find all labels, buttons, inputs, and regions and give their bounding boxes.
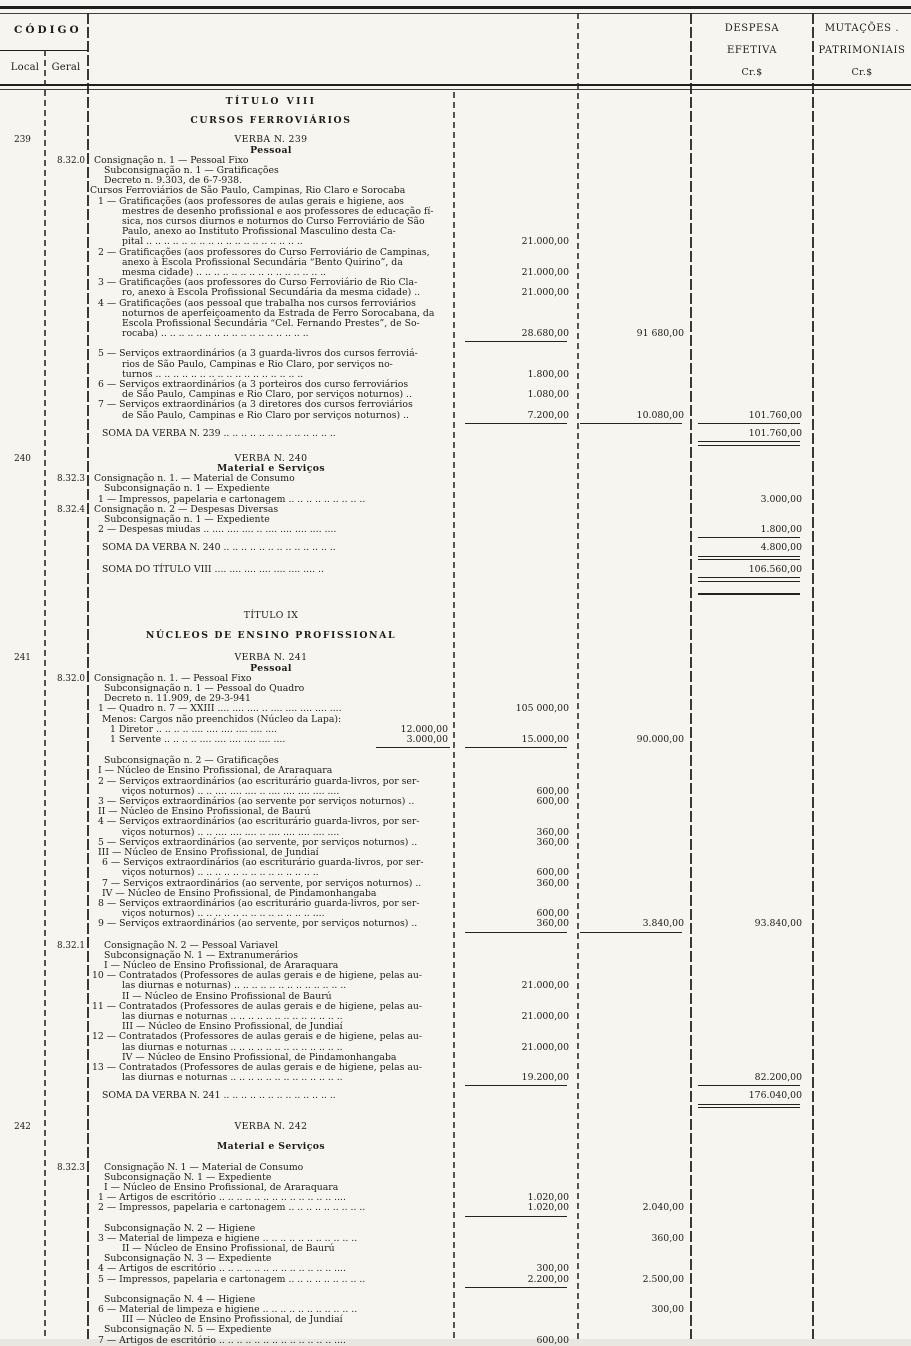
double-sum-rule bbox=[698, 441, 800, 446]
description-text: las diurnas e noturnas .. .. .. .. .. .. .. .. .. .. .. .. .. bbox=[122, 1011, 343, 1023]
description-text: Subconsignação N. 5 — Expediente bbox=[104, 1324, 272, 1336]
table-row bbox=[0, 1142, 911, 1152]
row-amount-detail: 360,00 bbox=[536, 836, 569, 848]
rule-row bbox=[0, 575, 911, 584]
row-amount-detail: 19.200,00 bbox=[521, 1072, 569, 1084]
spacer-row bbox=[0, 597, 911, 611]
row-amount-detail: 1.080,00 bbox=[527, 389, 569, 401]
description-text: Subconsignação n. 1 — Pessoal do Quadro bbox=[104, 682, 305, 694]
sum-rule bbox=[465, 1085, 567, 1086]
row-amount-despesa bbox=[691, 591, 813, 597]
row-amount-despesa bbox=[691, 421, 813, 426]
row-amount-despesa: 93.840,00 bbox=[754, 918, 802, 930]
table-row bbox=[0, 97, 911, 107]
description-text: Consignação N. 1 — Material de Consumo bbox=[104, 1161, 304, 1173]
description-text: noturnos de aperfeiçoamento da Estrada de Ferro Sorocabana, da bbox=[122, 307, 435, 319]
description-text: anexo à Escola Profissional Secundária “Bento Quirino”, da bbox=[122, 256, 403, 268]
spacer-row bbox=[0, 1110, 911, 1122]
row-description bbox=[88, 611, 454, 621]
section-heading: TÍTULO IX bbox=[243, 609, 299, 621]
header-bottom-rule-thick bbox=[0, 84, 911, 86]
description-text: SOMA DO TÍTULO VIII .... .... .... .... .... .... .... .. bbox=[102, 564, 324, 576]
description-text: 12 — Contratados (Professores de aulas gerais e de higiene, pelas au- bbox=[92, 1031, 423, 1043]
row-amount-subtotal bbox=[578, 421, 691, 426]
row-description bbox=[88, 1091, 454, 1101]
description-text: 7 — Serviços extraordinários (ao servente, por serviços noturnos) .. bbox=[102, 877, 422, 889]
description-text: rios de São Paulo, Campinas e Rio Claro, por serviços no- bbox=[122, 358, 393, 370]
description-text: SOMA DA VERBA N. 239 .. .. .. .. .. .. .. .. .. .. .. .. .. bbox=[102, 427, 336, 439]
double-sum-rule bbox=[698, 1104, 800, 1109]
row-description bbox=[88, 1073, 454, 1083]
description-text: 1 — Artigos de escritório .. .. .. .. .. .. .. .. .. .. .. .. .. .... bbox=[98, 1192, 346, 1204]
description-text: Escola Profissional Secundária “Cel. Fernando Prestes”, de So- bbox=[122, 318, 420, 330]
rule-row bbox=[0, 554, 911, 563]
spacer-row bbox=[0, 584, 911, 591]
table-row bbox=[0, 411, 911, 421]
row-description bbox=[88, 116, 454, 126]
description-text: Subconsignação N. 1 — Expediente bbox=[104, 1171, 272, 1183]
table-row bbox=[0, 631, 911, 641]
row-amount-detail: 1.020,00 bbox=[527, 1202, 569, 1214]
row-amount-despesa: 4.800,00 bbox=[760, 542, 802, 554]
description-text: IV — Núcleo de Ensino Profissional, de Pindamonhangaba bbox=[122, 1051, 397, 1063]
row-amount-detail bbox=[454, 1083, 578, 1088]
description-text: 1 — Quadro n. 7 — XXIII .... .... .... .. .... .... .... .... .... bbox=[98, 703, 342, 715]
row-amount-detail bbox=[454, 339, 578, 344]
row-description bbox=[88, 1275, 454, 1285]
section-heading: VERBA N. 239 bbox=[234, 134, 308, 146]
description-text: las diurnas e noturnas .. .. .. .. .. .. .. .. .. .. .. .. .. bbox=[122, 1041, 343, 1053]
spacer-row bbox=[0, 107, 911, 116]
section-heading: Pessoal bbox=[250, 662, 292, 674]
row-description bbox=[88, 735, 454, 745]
description-text: 4 — Gratificações (aos pessoal que trabalha nos cursos ferroviários bbox=[98, 297, 416, 309]
row-amount-inline: 12.000,00 bbox=[400, 723, 448, 735]
sum-rule bbox=[465, 932, 567, 933]
sum-rule bbox=[465, 1216, 567, 1217]
description-text: 2 — Serviços extraordinários (ao escriturário guarda-livros, por ser- bbox=[98, 775, 420, 787]
description-text: Subconsignação N. 4 — Higiene bbox=[104, 1293, 256, 1305]
description-text: I — Núcleo de Ensino Profissional, de Araraquara bbox=[104, 1182, 339, 1194]
description-text: 7 — Serviços extraordinários (a 3 diretores dos cursos ferroviários bbox=[98, 399, 413, 411]
row-amount-despesa bbox=[691, 439, 813, 448]
description-text: 1 — Gratificações (aos professores de aulas gerais e higiene, aos bbox=[98, 195, 404, 207]
row-amount-despesa: 101.760,00 bbox=[748, 409, 802, 421]
table-row bbox=[0, 1073, 911, 1083]
row-amount-despesa bbox=[691, 554, 813, 563]
row-description bbox=[88, 631, 454, 641]
description-text: 5 — Serviços extraordinários (a 3 guarda-livros dos cursos ferroviá- bbox=[98, 348, 418, 360]
table-row bbox=[0, 565, 911, 575]
description-text: 13 — Contratados (Professores de aulas gerais e de higiene, pelas au- bbox=[92, 1062, 423, 1074]
row-amount-detail: 21.000,00 bbox=[521, 267, 569, 279]
sum-rule bbox=[465, 341, 567, 342]
spacer-row bbox=[0, 641, 911, 653]
row-amount-despesa: 176.040,00 bbox=[748, 1090, 802, 1102]
table-row bbox=[0, 735, 911, 745]
row-geral-code: 8.32.3 bbox=[57, 1162, 85, 1173]
codigo-header: CÓDIGO bbox=[14, 24, 82, 36]
row-amount-detail: 21.000,00 bbox=[521, 980, 569, 992]
description-text: Decreto n. 9.303, de 6-7-938. bbox=[104, 175, 243, 187]
description-text: II — Núcleo de Ensino Profissional, de Baurú bbox=[122, 1243, 335, 1255]
despesa-line1: DESPESA bbox=[724, 23, 780, 34]
row-amount-detail bbox=[454, 421, 578, 426]
row-description bbox=[88, 543, 454, 553]
description-text: Consignação n. 1. — Pessoal Fixo bbox=[94, 672, 252, 684]
row-description bbox=[88, 525, 454, 535]
description-text: Consignação N. 2 — Pessoal Variavel bbox=[104, 939, 278, 951]
row-amount-detail: 1.800,00 bbox=[527, 368, 569, 380]
description-text: 3 — Serviços extraordinários (ao servente por serviços noturnos) .. bbox=[98, 795, 415, 807]
row-amount-subtotal: 2.500,00 bbox=[642, 1273, 684, 1285]
description-text: Subconsignação N. 1 — Extranumerários bbox=[104, 949, 299, 961]
table-row bbox=[0, 704, 911, 714]
description-text: 3 — Material de limpeza e higiene .. .. .. .. .. .. .. .. .. .. .. bbox=[98, 1232, 358, 1244]
row-description bbox=[88, 745, 454, 750]
description-text: Subconsignação n. 2 — Gratificações bbox=[104, 755, 279, 767]
geral-column-header: Geral bbox=[51, 62, 81, 73]
description-text: 3 — Gratificações (aos professores do Curso Ferroviário de Rio Cla- bbox=[98, 277, 418, 289]
table-row bbox=[0, 919, 911, 929]
table-row bbox=[0, 454, 911, 464]
row-amount-inline: 3.000,00 bbox=[406, 733, 448, 745]
description-text: 5 — Serviços extraordinários (ao servente, por serviços noturnos) .. bbox=[98, 836, 418, 848]
row-amount-detail: 600,00 bbox=[536, 785, 569, 797]
sum-rule bbox=[580, 932, 682, 933]
description-text: 6 — Material de limpeza e higiene .. .. .. .. .. .. .. .. .. .. .. bbox=[98, 1304, 358, 1316]
description-text: 1 — Impressos, papelaria e cartonagem .. .. .. .. .. .. .. .. .. bbox=[98, 493, 366, 505]
description-text: Consignação n. 1 — Pessoal Fixo bbox=[94, 154, 249, 166]
table-row bbox=[0, 653, 911, 663]
description-text: viços noturnos) .. .. .. .. .. .. .. .. .. .. .. .. .. .. bbox=[122, 867, 319, 879]
mutacoes-line1: MUTAÇÕES . bbox=[824, 23, 900, 34]
row-amount-subtotal: 2.040,00 bbox=[642, 1202, 684, 1214]
row-amount-detail: 300,00 bbox=[536, 1263, 569, 1275]
description-text: las diurnas e noturnas) .. .. .. .. .. .. .. .. .. .. .. .. .. bbox=[122, 980, 347, 992]
table-body bbox=[0, 93, 911, 1346]
table-row bbox=[0, 484, 911, 494]
table-row bbox=[0, 135, 911, 145]
row-amount-detail: 360,00 bbox=[536, 826, 569, 838]
description-text: III — Núcleo de Ensino Profissional, de Jundiaí bbox=[122, 1314, 343, 1326]
section-heading: VERBA N. 240 bbox=[234, 452, 308, 464]
description-text: 7 — Artigos de escritório .. .. .. .. .. .. .. .. .. .. .. .. .. .... bbox=[98, 1334, 346, 1346]
row-amount-despesa bbox=[691, 575, 813, 584]
row-description bbox=[88, 1203, 454, 1213]
top-rule-thick bbox=[0, 6, 911, 9]
table-row bbox=[0, 611, 911, 621]
double-sum-rule bbox=[698, 577, 800, 582]
description-text: de São Paulo, Campinas e Rio Claro, por serviços noturnos) .. bbox=[122, 389, 412, 401]
row-amount-despesa bbox=[691, 1083, 813, 1088]
description-text: ro, anexo à Escola Profissional Secundária da mesma cidade) .. bbox=[122, 287, 421, 299]
sum-rule bbox=[698, 1085, 800, 1086]
description-text: 9 — Serviços extraordinários (ao servente, por serviços noturnos) .. bbox=[98, 918, 418, 930]
description-text: sica, nos cursos diurnos e noturnos do Curso Ferroviário de São bbox=[122, 216, 425, 228]
row-amount-despesa bbox=[691, 535, 813, 540]
mutacoes-patrimoniais-header bbox=[813, 18, 911, 84]
description-text: 8 — Serviços extraordinários (ao escriturário guarda-livros, por ser- bbox=[98, 897, 420, 909]
description-text: III — Núcleo de Ensino Profissional, de Jundiaí bbox=[98, 846, 319, 858]
row-amount-subtotal: 10.080,00 bbox=[636, 409, 684, 421]
row-description bbox=[88, 919, 454, 929]
description-text: SOMA DA VERBA N. 240 .. .. .. .. .. .. .. .. .. .. .. .. .. bbox=[102, 542, 336, 554]
description-text: viços noturnos) .. .. .... .... .... .. .... .... .... .... .... bbox=[122, 826, 340, 838]
description-text: Subconsignação N. 2 — Higiene bbox=[104, 1222, 256, 1234]
row-amount-detail: 360,00 bbox=[536, 918, 569, 930]
top-rule-thin bbox=[0, 13, 911, 14]
sum-rule bbox=[698, 537, 800, 538]
description-text: de São Paulo, Campinas e Rio Claro por serviços noturnos) .. bbox=[122, 409, 410, 421]
description-text: Subconsignação N. 3 — Expediente bbox=[104, 1253, 272, 1265]
row-amount-despesa: 101.760,00 bbox=[748, 427, 802, 439]
rule-row bbox=[0, 439, 911, 448]
mutacoes-line2: PATRIMONIAIS bbox=[818, 45, 906, 56]
rule-row bbox=[0, 1102, 911, 1111]
description-text: Paulo, anexo ao Instituto Profissional Masculino desta Ca- bbox=[122, 226, 396, 238]
spacer-row bbox=[0, 126, 911, 135]
spacer-row bbox=[0, 621, 911, 631]
section-heading: TÍTULO VIII bbox=[225, 96, 317, 107]
table-row bbox=[0, 1203, 911, 1213]
row-amount-detail: 1.020,00 bbox=[527, 1192, 569, 1204]
description-text: 2 — Despesas miudas .. .... .... .... .. .... .... .... .... .... bbox=[98, 524, 337, 536]
row-amount-subtotal bbox=[578, 930, 691, 935]
description-text: Cursos Ferroviários de São Paulo, Campinas, Rio Claro e Sorocaba bbox=[90, 185, 406, 197]
row-amount-despesa: 1.800,00 bbox=[760, 524, 802, 536]
row-amount-detail bbox=[454, 745, 578, 750]
description-text: II — Núcleo de Ensino Profissional, de Baurú bbox=[98, 806, 311, 818]
row-geral-code: 8.32.0 bbox=[57, 155, 85, 166]
row-local-code: 241 bbox=[14, 653, 31, 664]
row-description bbox=[88, 329, 454, 339]
section-heading: VERBA N. 241 bbox=[234, 652, 308, 664]
row-amount-detail bbox=[454, 1285, 578, 1290]
double-sum-rule bbox=[698, 556, 800, 561]
description-text: 1 Servente .. .. .. .. .... .... .... .... .... .... bbox=[110, 733, 286, 745]
description-text: Decreto n. 11.909, de 29-3-941 bbox=[104, 693, 251, 705]
description-text: rocaba) .. .. .. .. .. .. .. .. .. .. .. .. .. .. .. .. .. bbox=[122, 328, 309, 340]
description-text: Subconsignação n. 1 — Gratificações bbox=[104, 165, 279, 177]
row-description bbox=[88, 97, 454, 107]
row-amount-despesa: 82.200,00 bbox=[754, 1072, 802, 1084]
description-text: 6 — Serviços extraordinários (ao escriturário guarda-livros, por ser- bbox=[102, 857, 424, 869]
despesa-efetiva-header bbox=[691, 18, 813, 84]
table-row bbox=[0, 116, 911, 126]
row-description bbox=[88, 1336, 454, 1346]
row-description bbox=[88, 484, 454, 494]
row-amount-detail: 600,00 bbox=[536, 1334, 569, 1346]
section-heading: Material e Serviços bbox=[216, 462, 326, 474]
row-amount-detail bbox=[454, 1214, 578, 1219]
table-row bbox=[0, 1275, 911, 1285]
table-row bbox=[0, 429, 911, 439]
row-local-code: 240 bbox=[14, 453, 31, 464]
description-text: mesma cidade) .. .. .. .. .. .. .. .. .. .. .. .. .. .. .. bbox=[122, 267, 327, 279]
row-amount-subtotal: 91 680,00 bbox=[636, 328, 684, 340]
row-amount-despesa: 3.000,00 bbox=[760, 493, 802, 505]
row-amount-subtotal: 300,00 bbox=[651, 1304, 684, 1316]
sum-rule bbox=[465, 747, 567, 748]
description-text: SOMA DA VERBA N. 241 .. .. .. .. .. .. .. .. .. .. .. .. .. bbox=[102, 1090, 336, 1102]
sum-rule bbox=[376, 747, 450, 748]
description-text: 2 — Impressos, papelaria e cartonagem .. .. .. .. .. .. .. .. .. bbox=[98, 1202, 366, 1214]
description-text: las diurnas e noturnas .. .. .. .. .. .. .. .. .. .. .. .. .. bbox=[122, 1072, 343, 1084]
row-description bbox=[88, 565, 454, 575]
description-text: I — Núcleo de Ensino Profissional, de Araraquara bbox=[104, 960, 339, 971]
row-local-code: 242 bbox=[14, 1122, 31, 1133]
sum-rule bbox=[698, 423, 800, 424]
row-geral-code: 8.32.3 bbox=[57, 474, 85, 485]
row-amount-subtotal: 360,00 bbox=[651, 1232, 684, 1244]
row-amount-detail: 600,00 bbox=[536, 795, 569, 807]
row-amount-detail: 600,00 bbox=[536, 867, 569, 879]
local-column-header: Local bbox=[10, 62, 40, 73]
table-row bbox=[0, 543, 911, 553]
row-description bbox=[88, 704, 454, 714]
row-geral-code: 8.32.0 bbox=[57, 673, 85, 684]
despesa-line2: EFETIVA bbox=[726, 45, 778, 56]
row-geral-code: 8.32.1 bbox=[57, 940, 85, 951]
description-text: 4 — Artigos de escritório .. .. .. .. .. .. .. .. .. .. .. .. .. .... bbox=[98, 1263, 346, 1275]
row-amount-detail: 360,00 bbox=[536, 877, 569, 889]
sum-rule bbox=[465, 423, 567, 424]
description-text: 2 — Gratificações (aos professores do Curso Ferroviário de Campinas, bbox=[98, 246, 430, 258]
mutacoes-currency: Cr.$ bbox=[851, 67, 873, 78]
row-amount-subtotal: 3.840,00 bbox=[642, 918, 684, 930]
description-text: viços noturnos) .. .. .... .... .... .. .... .... .... .... .... bbox=[122, 785, 340, 797]
description-text: viços noturnos) .. .. .. .. .. .. .. .. .. .. .. .. .. .... bbox=[122, 908, 325, 920]
description-text: 6 — Serviços extraordinários (a 3 porteiros dos curso ferroviários bbox=[98, 379, 409, 391]
row-amount-detail: 21.000,00 bbox=[521, 236, 569, 248]
description-text: III — Núcleo de Ensino Profissional, de Jundiaí bbox=[122, 1021, 343, 1033]
row-amount-detail: 28.680,00 bbox=[521, 328, 569, 340]
row-description bbox=[88, 1122, 454, 1132]
sum-rule bbox=[580, 423, 682, 424]
row-amount-detail: 7.200,00 bbox=[527, 409, 569, 421]
row-amount-subtotal: 90.000,00 bbox=[636, 733, 684, 745]
row-geral-code: 8.32.4 bbox=[57, 504, 85, 515]
description-text: I — Núcleo de Ensino Profissional, de Araraquara bbox=[98, 765, 333, 777]
section-heading: Material e Serviços bbox=[216, 1141, 326, 1153]
description-text: Subconsignação n. 1 — Expediente bbox=[104, 513, 270, 525]
table-row bbox=[0, 1091, 911, 1101]
table-row bbox=[0, 1336, 911, 1346]
row-local-code: 239 bbox=[14, 135, 31, 146]
despesa-currency: Cr.$ bbox=[741, 67, 763, 78]
sum-rule bbox=[698, 593, 800, 595]
row-description bbox=[88, 653, 454, 663]
sum-rule bbox=[465, 1287, 567, 1288]
description-text: Consignação n. 1. — Material de Consumo bbox=[94, 473, 295, 485]
description-text: 1 Diretor .. .. .. .. .... .... .... .... .... .... bbox=[110, 723, 278, 735]
row-amount-despesa: 106.560,00 bbox=[748, 564, 802, 576]
row-amount-detail: 600,00 bbox=[536, 908, 569, 920]
section-heading: CURSOS FERROVIÁRIOS bbox=[190, 115, 352, 127]
row-description bbox=[88, 429, 454, 439]
description-text: 5 — Impressos, papelaria e cartonagem .. .. .. .. .. .. .. .. .. bbox=[98, 1273, 366, 1285]
row-amount-despesa bbox=[691, 1102, 813, 1111]
description-text: IV — Núcleo de Ensino Profissional, de Pindamonhangaba bbox=[102, 887, 377, 899]
description-text: Menos: Cargos não preenchidos (Núcleo da Lapa): bbox=[102, 713, 342, 725]
description-text: Subconsignação n. 1 — Expediente bbox=[104, 483, 270, 495]
row-description bbox=[88, 1142, 454, 1152]
row-amount-detail bbox=[454, 930, 578, 935]
row-description bbox=[88, 411, 454, 421]
section-heading: Pessoal bbox=[250, 144, 292, 156]
row-amount-detail: 105 000,00 bbox=[515, 703, 569, 715]
row-amount-detail: 21.000,00 bbox=[521, 1011, 569, 1023]
header-bottom-rule-thin bbox=[0, 89, 911, 90]
section-heading: VERBA N. 242 bbox=[234, 1121, 308, 1133]
row-amount-detail: 2.200,00 bbox=[527, 1273, 569, 1285]
row-amount-detail: 21.000,00 bbox=[521, 287, 569, 299]
table-row bbox=[0, 1122, 911, 1132]
spacer-row bbox=[0, 1132, 911, 1142]
row-amount-detail: 21.000,00 bbox=[521, 1041, 569, 1053]
description-text: pital .. .. .. .. .. .. .. .. .. .. .. .. .. .. .. .. .. .. bbox=[122, 236, 303, 248]
table-row bbox=[0, 329, 911, 339]
table-row bbox=[0, 525, 911, 535]
row-amount-detail: 15.000,00 bbox=[521, 733, 569, 745]
description-text: Consignação n. 2 — Despesas Diversas bbox=[94, 503, 279, 515]
section-heading: NÚCLEOS DE ENSINO PROFISSIONAL bbox=[145, 630, 397, 642]
description-text: mestres de desenho profissional e aos professores de educação fí- bbox=[122, 205, 434, 217]
description-text: 10 — Contratados (Professores de aulas gerais e de higiene, pelas au- bbox=[92, 970, 423, 982]
description-text: 4 — Serviços extraordinários (ao escriturário guarda-livros, por ser- bbox=[98, 816, 420, 828]
description-text: II — Núcleo de Ensino Profissional de Baurú bbox=[122, 990, 332, 1002]
description-text: 11 — Contratados (Professores de aulas gerais e de higiene, pelas au- bbox=[92, 1000, 423, 1012]
description-text: turnos .. .. .. .. .. .. .. .. .. .. .. .. .. .. .. .. .. bbox=[122, 368, 304, 380]
